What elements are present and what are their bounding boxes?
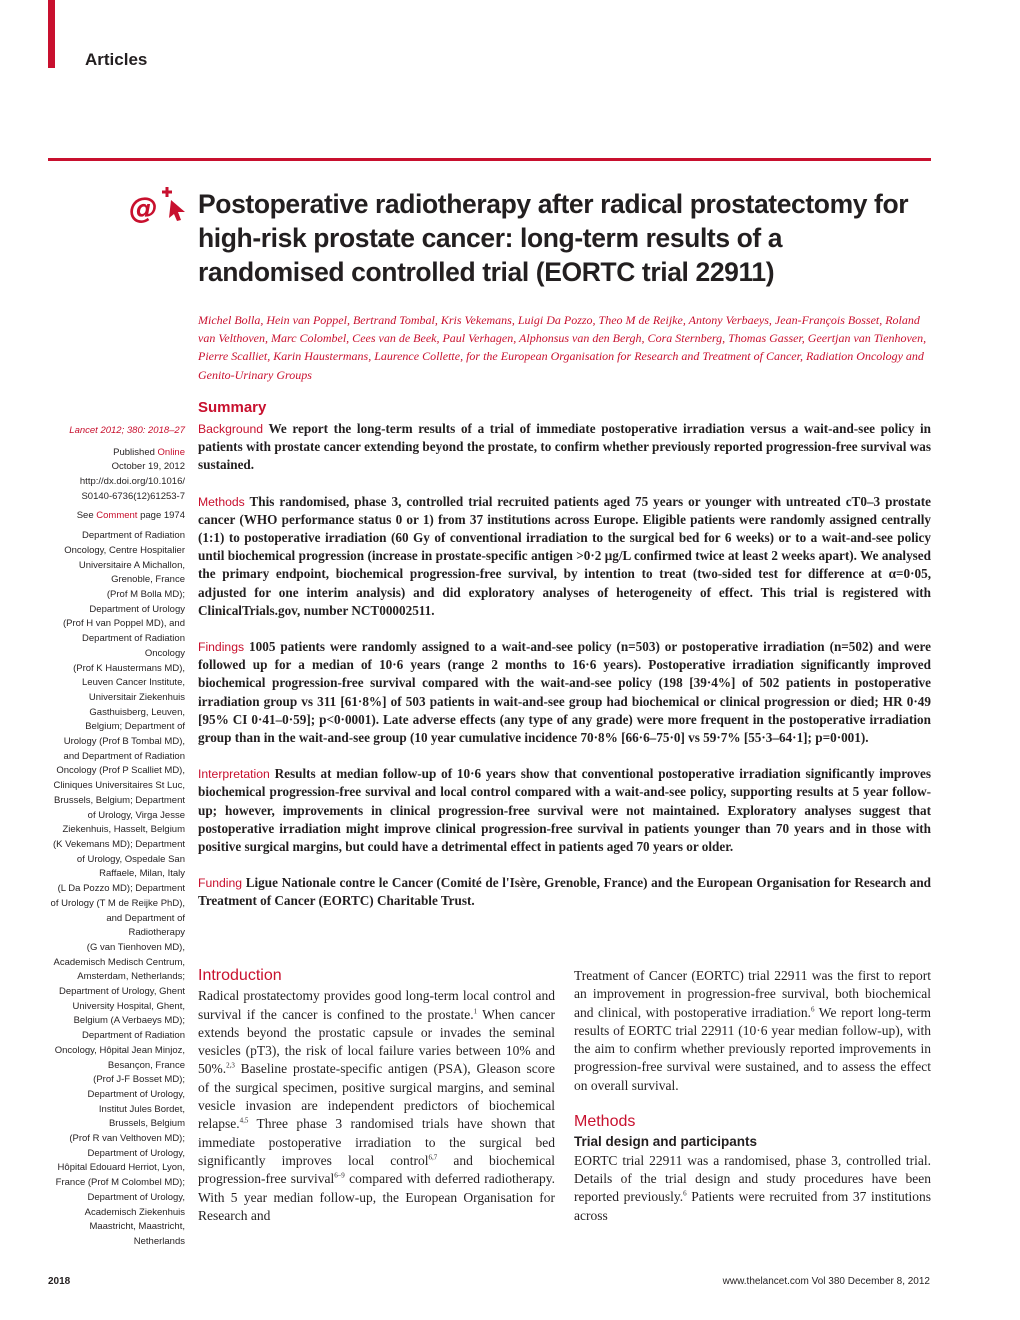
affiliation-line: Oncology xyxy=(144,647,185,659)
funding-heading: Funding xyxy=(198,876,243,891)
introduction-paragraph-cont xyxy=(574,967,931,1095)
affiliation-line: Raffaele, Milan, Italy xyxy=(99,868,185,880)
affiliation-line: (Prof R van Velthoven MD); xyxy=(69,1133,185,1145)
affiliation-line: (L Da Pozzo MD); Department xyxy=(57,883,185,895)
citation: Lancet 2012; 380: 2018–27 xyxy=(69,425,185,436)
page-number: 2018 xyxy=(48,1276,71,1287)
affiliation-line: and Department of xyxy=(106,912,185,924)
methods-paragraph xyxy=(574,1152,931,1225)
affiliation-line: Universitaire A Michallon, xyxy=(78,559,185,571)
methods-text: EORTC trial 22911 was a randomised, phase 3, controlled trial. Details of the trial design and study procedures have been reported previously. xyxy=(574,1152,931,1205)
affiliation-line: Netherlands xyxy=(133,1235,185,1247)
affiliation-line: Brussels, Belgium xyxy=(108,1118,185,1130)
affiliation-line: Cliniques Universitaires St Luc, xyxy=(53,780,185,792)
affiliation-line: Oncology (Prof P Scalliet MD), xyxy=(56,765,185,777)
affiliation-line: of Urology, Virga Jesse xyxy=(87,809,185,821)
abstract-funding xyxy=(198,874,931,910)
intro-text: Radical prostatectomy provides good long-term local control and survival if the cancer is confined to the prostate. xyxy=(198,988,555,1022)
affiliation-line: Leuven Cancer Institute, xyxy=(82,677,185,689)
comment-link[interactable]: Comment xyxy=(96,509,138,521)
affiliation-line: France (Prof M Colombel MD); xyxy=(55,1177,185,1189)
reference-superscript[interactable]: 6 xyxy=(683,1189,687,1198)
affiliation-line: (Prof K Haustermans MD), xyxy=(73,662,185,674)
affiliation-line: Department of Urology, xyxy=(87,1191,185,1203)
svg-text:@: @ xyxy=(129,191,158,224)
affiliations xyxy=(30,529,185,1249)
affiliation-line: (G van Tienhoven MD), xyxy=(86,941,185,953)
affiliation-line: Belgium; Department of xyxy=(85,721,185,733)
affiliation-line: University Hospital, Ghent, xyxy=(72,1000,185,1012)
summary-heading: Summary xyxy=(198,399,267,416)
article-title: Postoperative radiotherapy after radical prostatectomy for high-risk prostate cancer: long-term results of a randomised controlled trial (EORTC trial 22911) xyxy=(198,189,909,287)
affiliation-line: Ziekenhuis, Hasselt, Belgium xyxy=(62,824,185,836)
see-suffix: page 1974 xyxy=(137,509,185,521)
funding-text: Ligue Nationale contre le Cancer (Comité de l'Isère, Grenoble, France) and the European Organisation for Research and Treatment of Cancer (EORTC) Charitable Trust. xyxy=(198,875,932,909)
interpretation-heading: Interpretation xyxy=(198,767,270,782)
body-column-right xyxy=(574,967,931,1225)
affiliation-line: Oncology, Centre Hospitalier xyxy=(64,544,185,556)
background-text: We report the long-term results of a trial of immediate postoperative irradiation versus a wait-and-see policy in patients with prostate cancer extending beyond the prostate, to confirm whether previously reported progression-free survival was sustained. xyxy=(198,421,932,473)
affiliation-line: Institut Jules Bordet, xyxy=(98,1103,185,1115)
reference-superscript[interactable]: 6,7 xyxy=(428,1153,438,1162)
methods-text: Patients were recruited from 37 institutions across xyxy=(574,1189,932,1223)
affiliation-line: Amsterdam, Netherlands; xyxy=(77,971,185,983)
affiliation-line: Belgium (A Verbaeys MD); xyxy=(73,1015,185,1027)
affiliation-line: Universitair Ziekenhuis xyxy=(88,691,185,703)
affiliation-line: Grenoble, France xyxy=(111,574,185,586)
affiliation-line: (Prof H van Poppel MD), and xyxy=(63,618,185,630)
intro-text: and biochemical progression-free survival xyxy=(198,1152,555,1187)
doi-line-1[interactable]: http://dx.doi.org/10.1016/ xyxy=(79,476,185,488)
affiliation-line: (Prof M Bolla MD); xyxy=(106,589,185,601)
background-heading: Background xyxy=(198,422,264,436)
affiliation-line: Radiotherapy xyxy=(128,927,185,939)
affiliation-line: Department of Radiation xyxy=(82,530,185,542)
intro-text: We report long-term results of EORTC trial 22911 (10·6 year median follow-up), with the aim to confirm whether previously reported improvements in progression-free survival were sustained, and to assess the effect on overall survival. xyxy=(574,1004,931,1093)
affiliation-line: of Urology (T M de Reijke PhD), xyxy=(50,897,185,909)
affiliation-line: and Department of Radiation xyxy=(63,750,185,762)
affiliation-line: Department of Radiation xyxy=(82,633,185,645)
see-prefix: See xyxy=(76,509,97,521)
intro-text: When cancer extends beyond the prostatic capsule or invades the seminal vesicles (pT3), the risk of local failure varies between 10% and 50%. xyxy=(198,1006,555,1077)
affiliation-line: Hôpital Edouard Herriot, Lyon, xyxy=(57,1162,185,1174)
reference-superscript[interactable]: 2,3 xyxy=(226,1061,235,1070)
published-prefix: Published xyxy=(113,446,158,458)
affiliation-line: Department of Urology, Ghent xyxy=(58,986,185,998)
see-comment-line xyxy=(30,509,185,524)
header-rule xyxy=(48,158,931,161)
section-color-bar xyxy=(48,0,55,68)
reference-superscript[interactable]: 6–9 xyxy=(334,1171,345,1180)
interpretation-text: Results at median follow-up of 10·6 years show that conventional postoperative irradiation significantly improves biochemical progression-free survival and local control compared with a wait-and-see policy, supporting results at 5 year follow-up; however, improvements in clinical progression-free survival were not maintained. Exploratory analyses suggest that postoperative irradiation might improve clinical progression-free survival in patients younger than 70 years and in those with positive surgical margins, but could have a detrimental effect in patients aged 70 years or older. xyxy=(198,766,931,855)
reference-superscript[interactable]: 1 xyxy=(473,1007,478,1016)
affiliation-line: Department of Urology, xyxy=(87,1088,185,1100)
affiliation-line: (Prof J-F Bosset MD); xyxy=(93,1074,185,1086)
abstract-interpretation xyxy=(198,765,931,856)
affiliation-line: Department of Urology, xyxy=(87,1147,185,1159)
abstract xyxy=(198,420,931,929)
published-line xyxy=(30,446,185,461)
intro-text: Treatment of Cancer (EORTC) trial 22911 was the first to report an improvement in progression-free survival, both biochemical and clinical, with postoperative irradiation. xyxy=(574,968,931,1020)
introduction-heading: Introduction xyxy=(198,967,282,984)
abstract-methods xyxy=(198,493,931,620)
affiliation-line: Oncology, Hôpital Jean Minjoz, xyxy=(54,1044,185,1056)
affiliation-line: of Urology, Ospedale San xyxy=(76,853,185,865)
introduction-paragraph xyxy=(198,987,555,1225)
author-list: Michel Bolla, Hein van Poppel, Bertrand Tombal, Kris Vekemans, Luigi Da Pozzo, Theo M de Reijke, Antony Verbaeys, Jean-François Bosset, Roland van Velthoven, Marc Colombel, Cees van de Beek, Paul Verhagen, Alphonsus van den Bergh, Cora Sternberg, Thomas Gasser, Geertjan van Tienhoven, Pierre Scalliet, Karin Haustermans, Laurence Collette, for the European Organisation for Research and Treatment of Cancer, Radiation Oncology and Genito-Urinary Groups xyxy=(198,313,927,382)
affiliation-line: Department of Radiation xyxy=(82,1030,185,1042)
published-date: October 19, 2012 xyxy=(111,461,185,473)
intro-text: Three phase 3 randomised trials have shown that immediate postoperative irradiation to the surgical bed significantly improves local control xyxy=(198,1116,555,1168)
affiliation-line: (K Vekemans MD); Department xyxy=(53,838,185,850)
findings-text: 1005 patients were randomly assigned to a wait-and-see policy (n=503) or postoperative irradiation (n=502) and were followed up for a median of 10·6 years (range 2 months to 16·6 years). Postoperative irradiation significantly improved biochemical progression-free survival compared with the wait-and-see policy (198 [39·4%] of 502 patients in postoperative irradiation group vs 311 [61·8%] of 503 patients in wait-and-see group had biochemical or clinical progression or died; HR 0·49 [95% CI 0·41–0·59]; p<0·0001). Late adverse effects (any type of any grade) were more frequent in the postoperative irradiation group than in the wait-and-see group (10 year cumulative incidence 70·8% [66·6–75·0] vs 59·7% [55·3–64·1]; p=0·001). xyxy=(198,639,931,746)
affiliation-line: Besançon, France xyxy=(107,1059,185,1071)
reference-superscript[interactable]: 4,5 xyxy=(239,1116,249,1125)
doi-line-2[interactable]: S0140-6736(12)61253-7 xyxy=(81,490,185,502)
affiliation-line: Academisch Medisch Centrum, xyxy=(53,956,185,968)
methods-text: This randomised, phase 3, controlled trial recruited patients aged 75 years or younger with untreated cT0–3 prostate cancer (WHO performance status 0 or 1) from 37 institutions across Europe. Eligible patients were randomly assigned centrally (1:1) to postoperative irradiation (60 Gy of conventional irradiation to the surgical bed for 6 weeks) or to a wait-and-see policy until biochemical progression (increase in prostate-specific antigen >0·2 μg/L confirmed twice at least 2 weeks apart). We analysed the primary endpoint, biochemical progression-free survival, by intention to treat (two-sided test for difference at α=0·05, adjusted for one interim analysis) and did exploratory analyses of heterogeneity of effect. This trial is registered with ClinicalTrials.gov, number NCT00002511. xyxy=(198,493,931,618)
online-link[interactable]: Online xyxy=(157,446,185,458)
abstract-background xyxy=(198,420,931,475)
intro-text: compared with deferred radiotherapy. With 5 year median follow-up, the European Organisation for Research and xyxy=(198,1171,555,1223)
affiliation-line: Brussels, Belgium; Department xyxy=(54,794,185,806)
methods-heading: Methods xyxy=(574,1113,636,1131)
affiliation-line: Maastricht, Maastricht, xyxy=(89,1221,185,1233)
body-column-left xyxy=(198,967,555,1225)
reference-superscript[interactable]: 6 xyxy=(811,1005,815,1014)
affiliation-line: Urology (Prof B Tombal MD), xyxy=(63,736,185,748)
abstract-findings xyxy=(198,638,931,747)
findings-heading: Findings xyxy=(198,640,245,655)
affiliation-line: Department of Urology xyxy=(89,603,185,615)
section-label: Articles xyxy=(85,50,148,69)
journal-info: www.thelancet.com Vol 380 December 8, 2012 xyxy=(722,1276,930,1287)
affiliation-line: Academisch Ziekenhuis xyxy=(84,1206,185,1218)
methods-heading: Methods xyxy=(198,494,245,509)
affiliation-line: Gasthuisberg, Leuven, xyxy=(89,706,185,718)
intro-text: Baseline prostate-specific antigen (PSA), Gleason score of the surgical specimen, positive surgical margins, and seminal vesicle invasion are independent predictors of biochemical relapse. xyxy=(198,1061,555,1132)
online-first-logo xyxy=(127,184,189,224)
trial-design-subheading: Trial design and participants xyxy=(574,1134,758,1150)
sidebar xyxy=(30,424,185,1250)
